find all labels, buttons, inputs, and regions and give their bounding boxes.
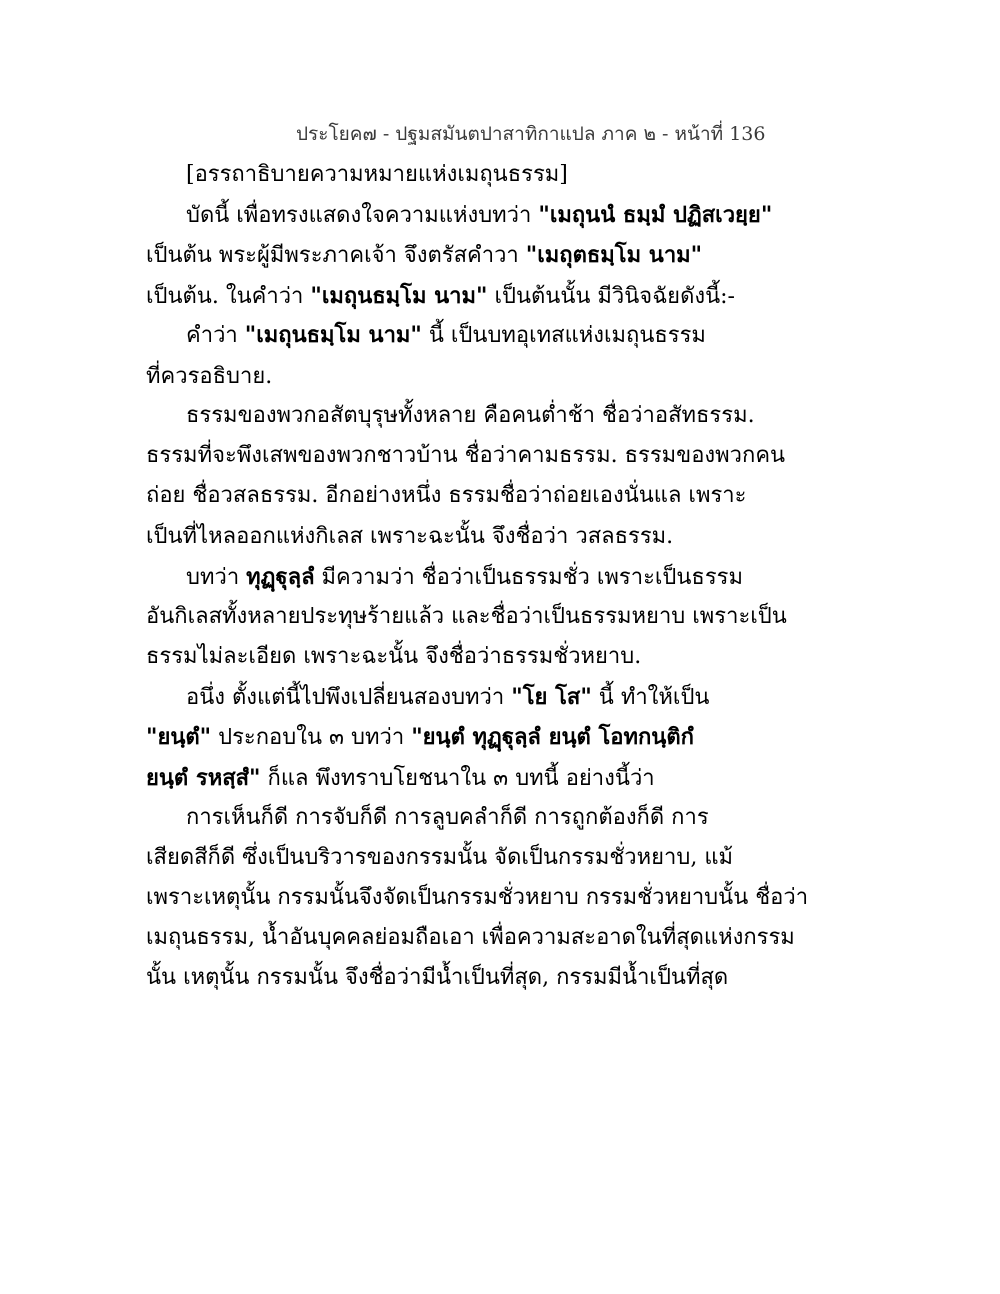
bold-term: "เมถุตธมฺโม นาม" xyxy=(525,242,703,268)
text-line xyxy=(146,923,795,953)
text-run: ธรรมของพวกอสัตบุรุษทั้งหลาย คือคนต่ำช้า ชื่อว่าอสัทธรรม. xyxy=(186,403,755,428)
text-run: เสียดสีก็ดี ซึ่งเป็นบริวารของกรรมนั้น จัดเป็นกรรมชั่วหยาบ, แม้ xyxy=(146,845,733,870)
text-run: เป็นต้น. ในคำว่า xyxy=(146,284,311,309)
text-line xyxy=(146,481,746,511)
text-run: การเห็นก็ดี การจับก็ดี การลูบคลำก็ดี การถูกต้องก็ดี การ xyxy=(186,805,709,830)
text-line xyxy=(186,682,709,713)
text-line xyxy=(146,722,694,753)
text-line xyxy=(186,200,772,231)
text-line xyxy=(186,320,706,351)
text-line xyxy=(146,522,673,552)
bold-term: ทุฏฺฐุลฺลํ xyxy=(246,564,315,590)
text-line xyxy=(186,562,743,593)
text-line xyxy=(146,883,808,913)
text-line xyxy=(146,642,641,672)
bold-term: "ยนฺตํ ทุฏฺฐุลฺลํ ยนฺตํ โอทกนฺติกํ xyxy=(411,724,694,750)
running-header: ประโยค๗ - ปฐมสมันตปาสาทิกาแปล ภาค ๒ - หน้าที่ 136 xyxy=(296,123,766,145)
text-run: ธรรมที่จะพึงเสพของพวกชาวบ้าน ชื่อว่าคามธรรม. ธรรมของพวกคน xyxy=(146,443,786,468)
text-line xyxy=(186,803,709,833)
text-line xyxy=(146,441,785,471)
bold-term: "ยนฺตํ" xyxy=(146,724,212,750)
text-run: บัดนี้ เพื่อทรงแสดงใจความแห่งบทว่า xyxy=(186,203,539,228)
text-run: ก็แล พึงทราบโยชนาใน ๓ บทนี้ อย่างนี้ว่า xyxy=(260,766,655,791)
text-run: นี้ ทำให้เป็น xyxy=(591,685,710,710)
text-line xyxy=(146,843,733,873)
bold-term: "โย โส" xyxy=(511,684,592,710)
text-line xyxy=(146,963,728,993)
text-run: ธรรมไม่ละเอียด เพราะฉะนั้น จึงชื่อว่าธรรมชั่วหยาบ. xyxy=(146,644,642,669)
text-run: เป็นที่ไหลออกแห่งกิเลส เพราะฉะนั้น จึงชื่อว่า วสลธรรม. xyxy=(146,524,674,549)
bold-term: "เมถุนธมฺโม นาม" xyxy=(310,283,488,309)
text-run: บทว่า xyxy=(186,565,247,590)
text-run: นั้น เหตุนั้น กรรมนั้น จึงชื่อว่ามีน้ำเป็นที่สุด, กรรมมีน้ำเป็นที่สุด xyxy=(146,965,729,990)
text-line xyxy=(146,362,272,392)
text-run: อันกิเลสทั้งหลายประทุษร้ายแล้ว และชื่อว่าเป็นธรรมหยาบ เพราะเป็น xyxy=(146,604,787,629)
section-heading: [อรรถาธิบายความหมายแห่งเมถุนธรรม] xyxy=(186,162,568,187)
text-run: นี้ เป็นบทอุเทสแห่งเมถุนธรรม xyxy=(421,323,706,348)
text-run: เป็นต้นนั้น มีวินิจฉัยดังนี้:- xyxy=(487,284,735,309)
text-line xyxy=(186,401,755,431)
text-line xyxy=(146,281,735,312)
text-run: ประกอบใน ๓ บทว่า xyxy=(211,725,412,750)
text-line xyxy=(146,602,787,632)
text-line xyxy=(146,240,702,271)
text-run: เป็นต้น พระผู้มีพระภาคเจ้า จึงตรัสคำวา xyxy=(146,243,526,268)
text-run: เพราะเหตุนั้น กรรมนั้นจึงจัดเป็นกรรมชั่วหยาบ กรรมชั่วหยาบนั้น ชื่อว่า xyxy=(146,885,809,910)
bold-term: "เมถุนนํ ธมฺมํ ปฏิสเวยฺย" xyxy=(538,202,773,228)
text-run: ถ่อย ชื่อวสลธรรม. อีกอย่างหนึ่ง ธรรมชื่อว่าถ่อยเองนั่นแล เพราะ xyxy=(146,483,747,508)
text-line xyxy=(146,763,655,794)
bold-term: ยนฺตํ รหสฺสํ" xyxy=(146,765,261,791)
text-run: ที่ควรอธิบาย. xyxy=(146,364,273,389)
text-run: เมถุนธรรม, น้ำอันบุคคลย่อมถือเอา เพื่อความสะอาดในที่สุดแห่งกรรม xyxy=(146,925,795,950)
text-run: อนึ่ง ตั้งแต่นี้ไปพึงเปลี่ยนสองบทว่า xyxy=(186,685,512,710)
text-run: คำว่า xyxy=(186,323,245,348)
text-run: มีความว่า ชื่อว่าเป็นธรรมชั่ว เพราะเป็นธรรม xyxy=(314,565,743,590)
bold-term: "เมถุนธมฺโม นาม" xyxy=(244,322,422,348)
